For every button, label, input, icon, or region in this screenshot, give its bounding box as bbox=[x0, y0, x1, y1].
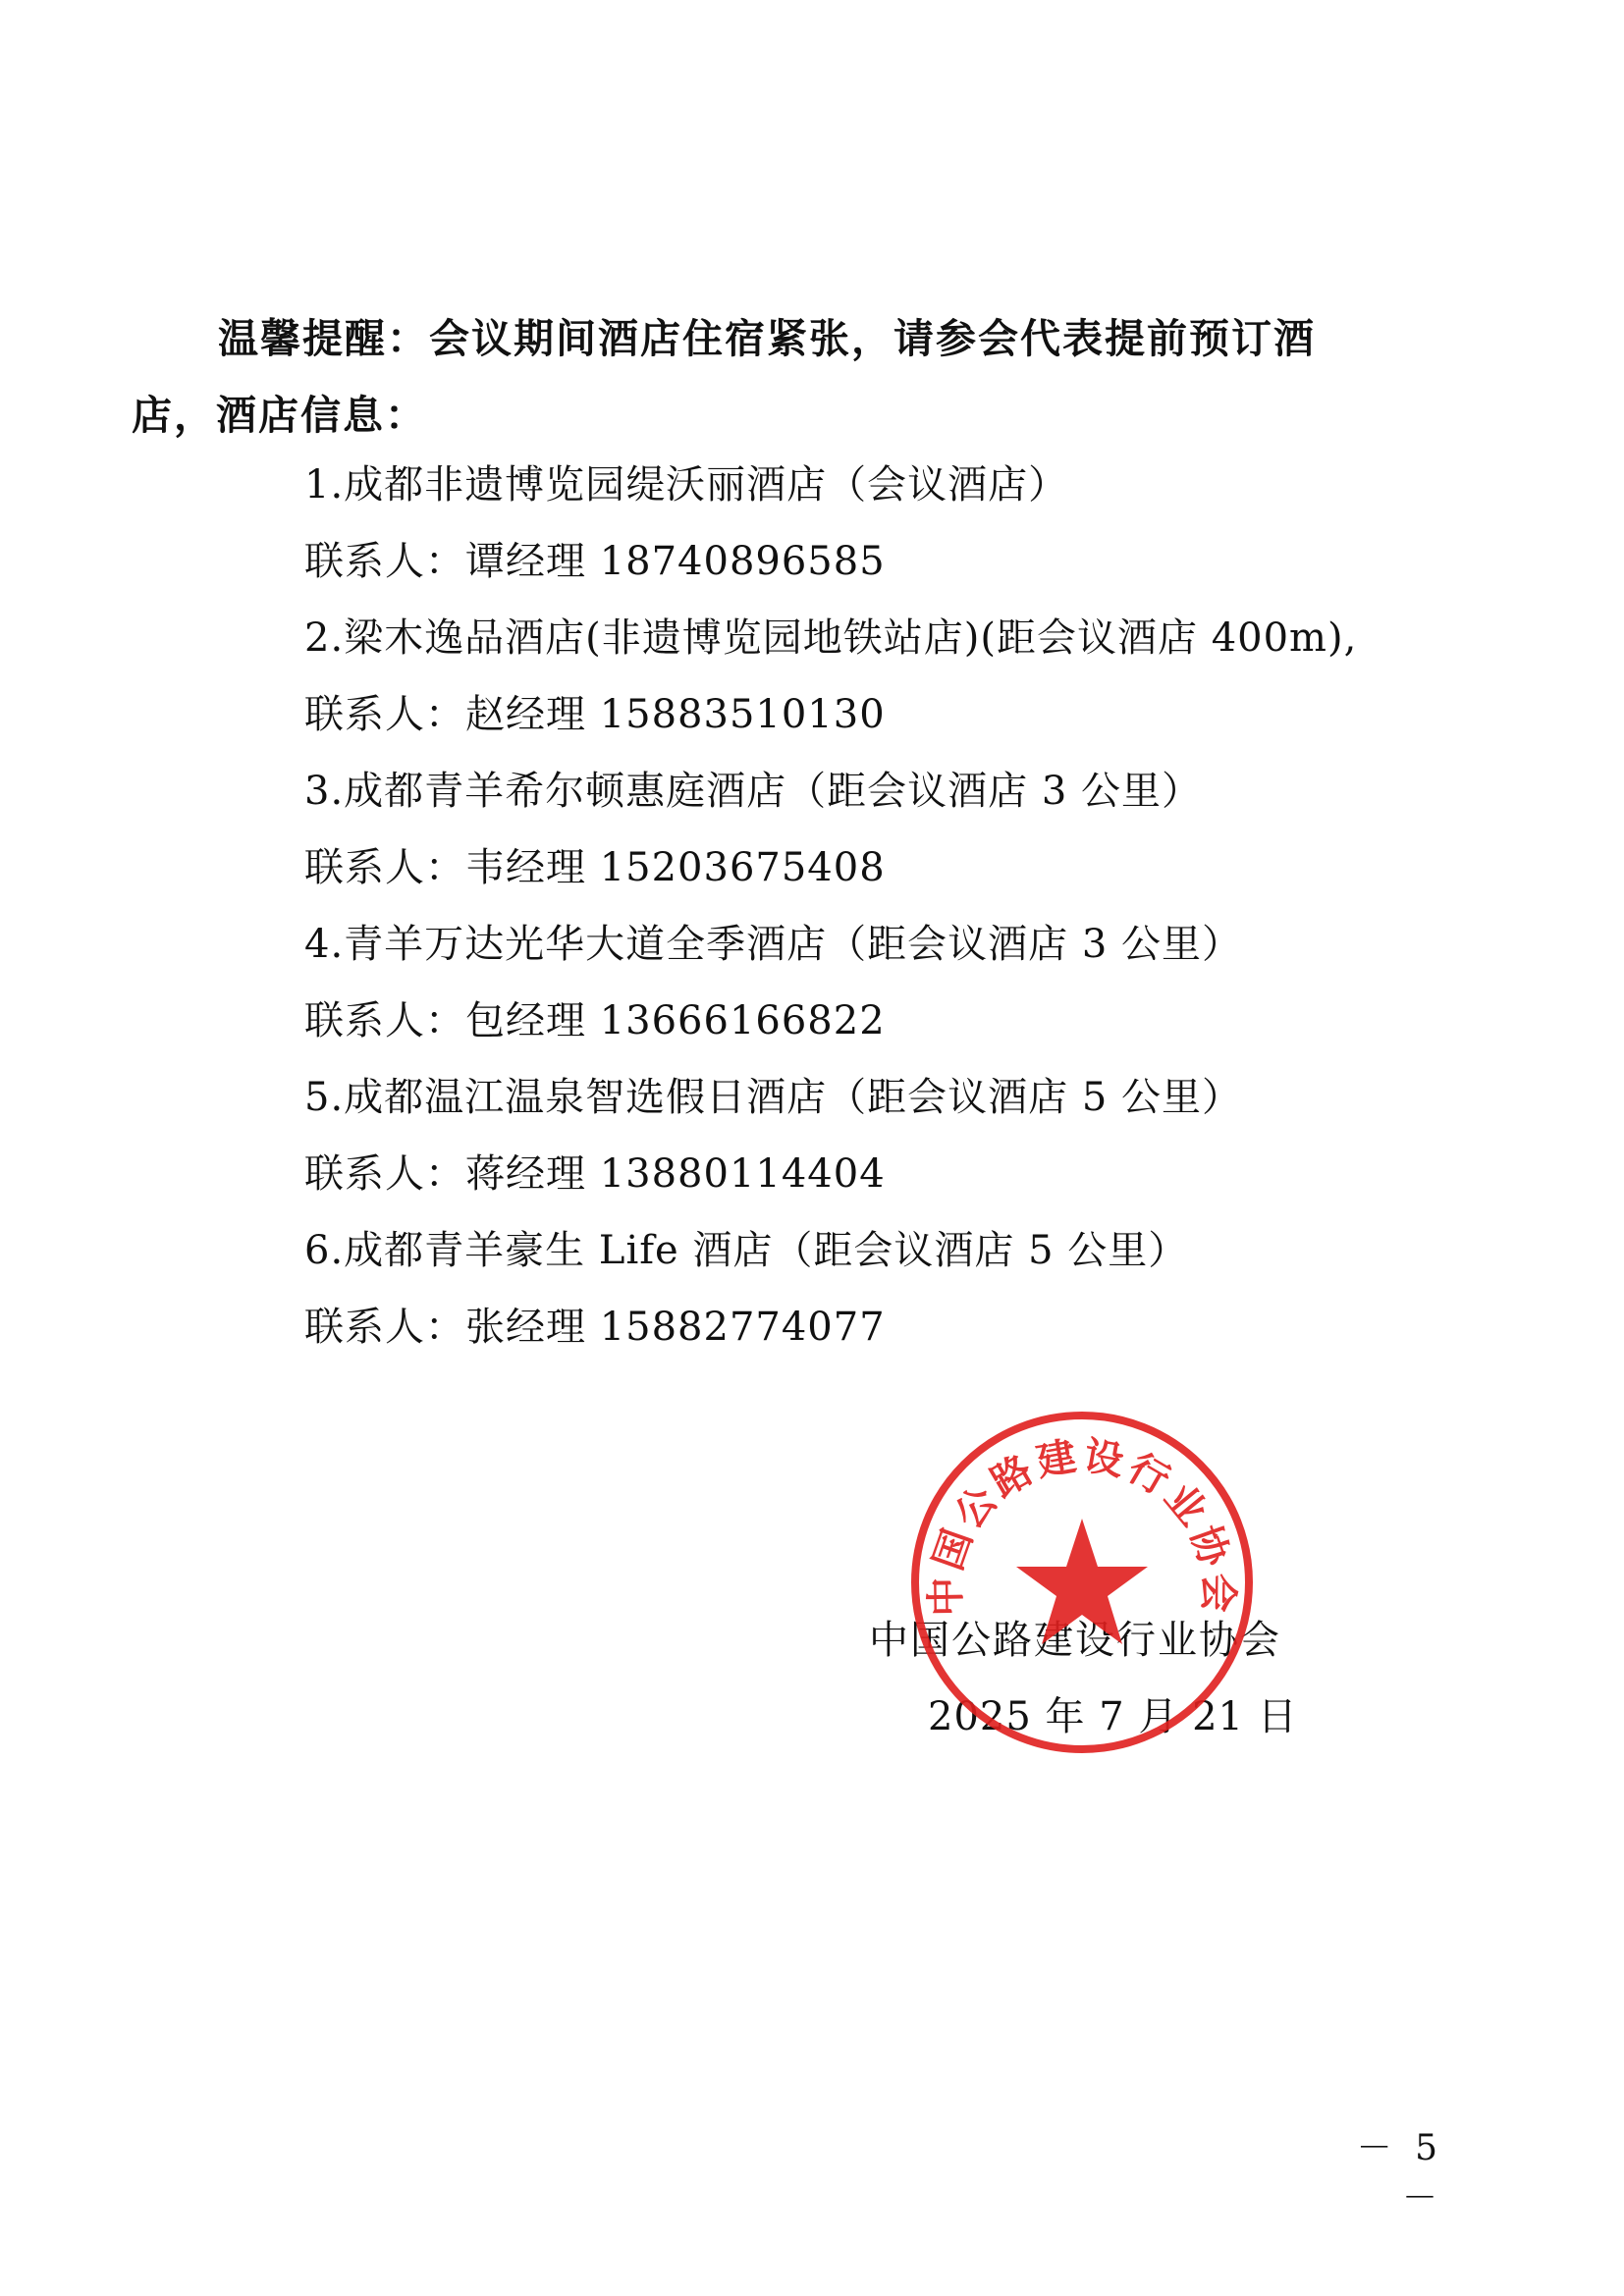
hotel-name: 5.成都温江温泉智选假日酒店（距会议酒店 5 公里） bbox=[304, 1075, 1243, 1120]
official-seal bbox=[905, 1406, 1259, 1759]
hotel-list bbox=[304, 447, 1483, 1365]
star-icon bbox=[1016, 1519, 1148, 1644]
hotel-contact: 联系人：包经理 13666166822 bbox=[304, 998, 886, 1043]
hotel-name: 1.成都非遗博览园缇沃丽酒店（会议酒店） bbox=[304, 462, 1069, 507]
hotel-name: 4.青羊万达光华大道全季酒店（距会议酒店 3 公里） bbox=[304, 922, 1243, 967]
hotel-contact: 联系人：谭经理 18740896585 bbox=[304, 539, 886, 584]
seal-text: 中国公路建设行业协会 bbox=[923, 1433, 1241, 1617]
hotel-name: 3.成都青羊希尔顿惠庭酒店（距会议酒店 3 公里） bbox=[304, 769, 1203, 814]
hotel-name: 2.梁木逸品酒店(非遗博览园地铁站店)(距会议酒店 400m), bbox=[304, 615, 1358, 661]
hotel-contact: 联系人：赵经理 15883510130 bbox=[304, 692, 886, 737]
signature-organization: 中国公路建设行业协会 bbox=[869, 1618, 1281, 1663]
page-number: － 5 － bbox=[1356, 2128, 1443, 2218]
signature-date: 2025 年 7 月 21 日 bbox=[928, 1694, 1298, 1739]
hotel-contact: 联系人：韦经理 15203675408 bbox=[304, 845, 886, 890]
hotel-reminder-paragraph: 温馨提醒：会议期间酒店住宿紧张，请参会代表提前预订酒店，酒店信息： bbox=[132, 315, 1316, 439]
hotel-name: 6.成都青羊豪生 Life 酒店（距会议酒店 5 公里） bbox=[304, 1228, 1189, 1273]
hotel-contact: 联系人：蒋经理 13880114404 bbox=[304, 1151, 886, 1197]
hotel-contact: 联系人：张经理 15882774077 bbox=[304, 1305, 886, 1350]
